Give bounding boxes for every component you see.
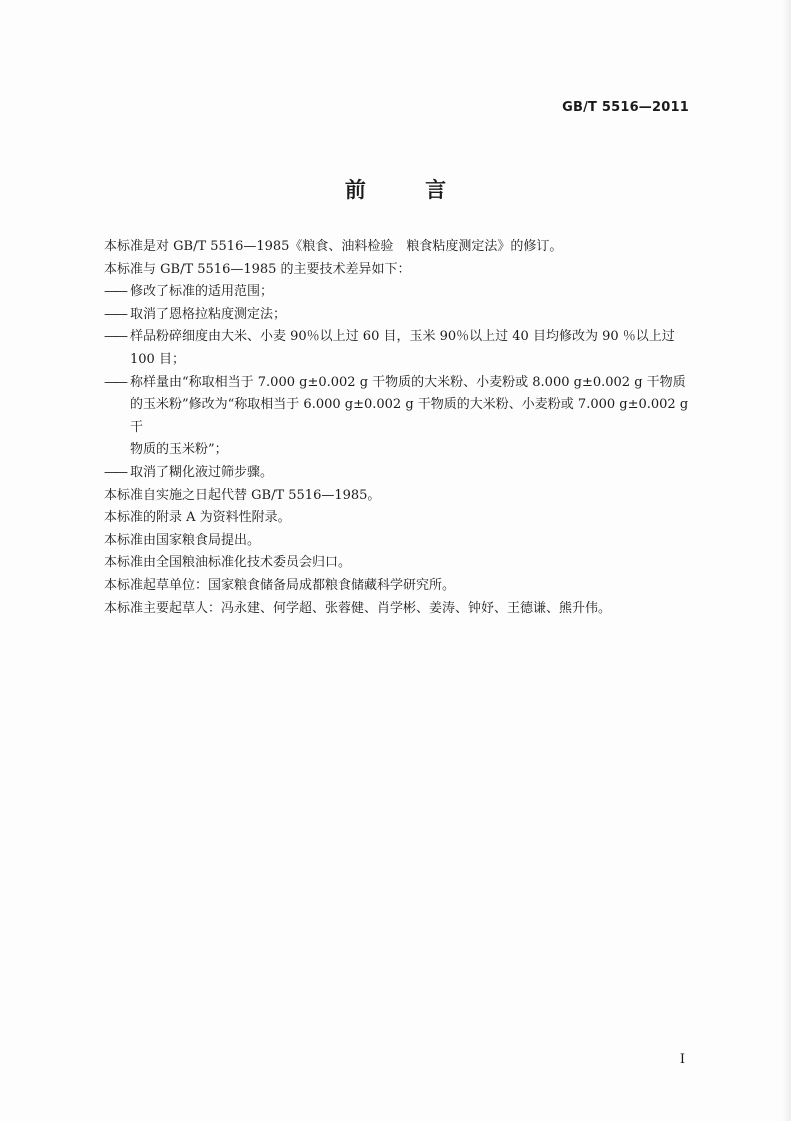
paragraph-revision: 本标准是对 GB/T 5516—1985《粮食、油料检验 粮食粘度测定法》的修订。 <box>104 239 563 254</box>
paragraph-replaces: 本标准自实施之日起代替 GB/T 5516—1985。 <box>104 487 381 503</box>
change-text: 样品粉碎细度由大米、小麦 90％以上过 60 目，玉米 90％以上过 40 目均修改为 90 ％以上过 100 目； <box>130 329 675 367</box>
change-item <box>104 281 694 304</box>
page-number: I <box>679 1052 685 1067</box>
change-text: 修改了标准的适用范围； <box>130 284 274 300</box>
paragraph-differences: 本标准与 GB/T 5516—1985 的主要技术差异如下： <box>104 261 411 277</box>
change-item <box>104 304 694 327</box>
scan-edge-shadow <box>781 0 791 1121</box>
change-item <box>104 372 694 462</box>
dash-mark: —— <box>104 374 126 390</box>
change-item <box>104 462 694 485</box>
paragraph-centralized-by: 本标准由全国粮油标准化技术委员会归口。 <box>104 555 352 571</box>
paragraph-drafting-unit: 本标准起草单位：国家粮食储备局成都粮食储藏科学研究所。 <box>104 577 456 593</box>
dash-mark: —— <box>104 464 126 480</box>
dash-mark: —— <box>104 306 126 322</box>
change-text: 取消了糊化液过筛步骤。 <box>130 464 274 480</box>
paragraph-annex: 本标准的附录 A 为资料性附录。 <box>104 510 291 526</box>
change-text: 取消了恩格拉粘度测定法； <box>130 306 287 322</box>
change-item <box>104 326 694 371</box>
paragraph-drafters: 本标准主要起草人：冯永建、何学超、张蓉健、肖学彬、姜涛、钟妤、王德谦、熊升伟。 <box>104 600 612 616</box>
paragraph-proposed-by: 本标准由国家粮食局提出。 <box>104 532 261 548</box>
change-text: 称样量由“称取相当于 7.000 g±0.002 g 干物质的大米粉、小麦粉或 8.000 g±0.002 g 干物质 的玉米粉”修改为“称取相当于 6.000 g±0.002 g 干物质的大米粉、小麦粉或 7.000 g±0.002 g 干 物质的玉米粉”； <box>130 374 689 458</box>
dash-mark: —— <box>104 284 126 300</box>
foreword-body <box>104 236 694 620</box>
standard-code: GB/T 5516—2011 <box>562 100 689 115</box>
page-title: 前 言 <box>344 178 473 202</box>
dash-mark: —— <box>104 329 126 345</box>
